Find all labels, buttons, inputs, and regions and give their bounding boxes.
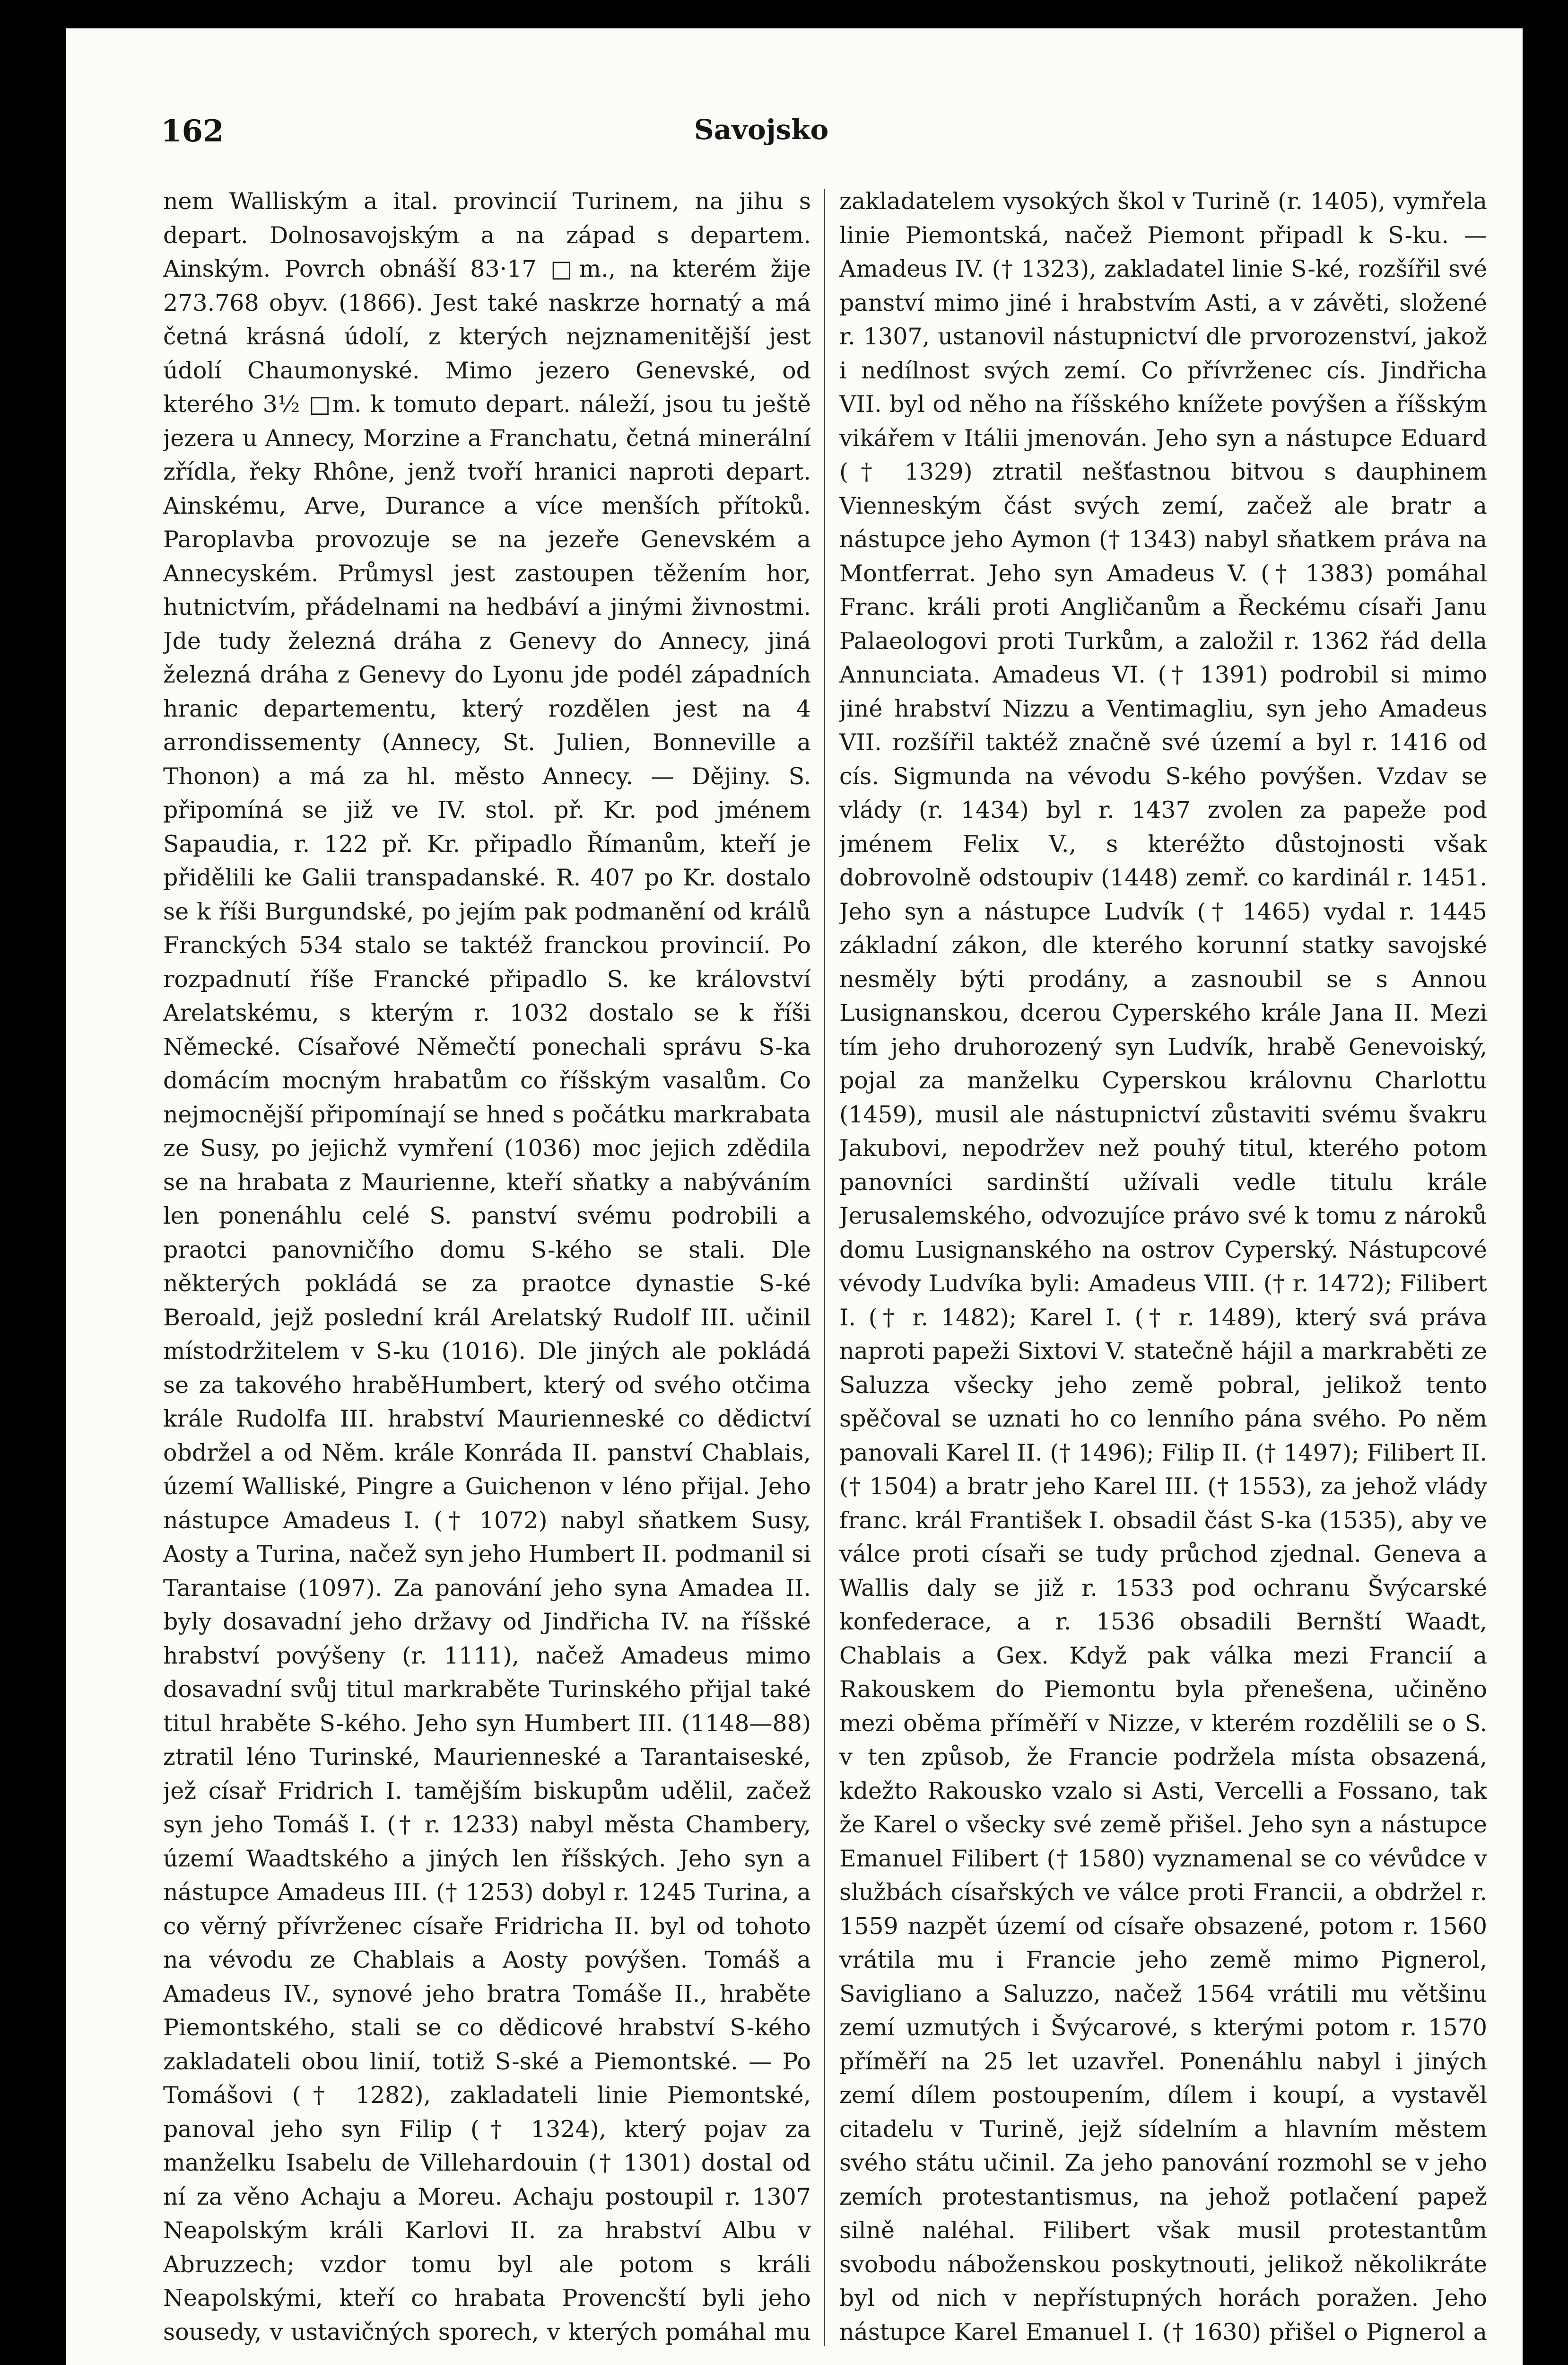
- running-title: Savojsko: [694, 114, 829, 146]
- right-column-text: zakladatelem vysokých škol v Turině (r. 1405), vymřela linie Piemontská, načež Piemont připadl k S-ku. — Amadeus IV. († 1323), zakladatel linie S-ké, rozšířil své panství mimo jiné i hrabstvím Asti, a v závěti, složené r. 1307, ustanovil nástupnictví dle prvorozenství, jakož i nedílnost svých zemí. Co přívrženec cís. Jindřicha VII. byl od něho na říšského knížete povýšen a říšským vikářem v Itálii jmenován. Jeho syn a nástupce Eduard († 1329) ztratil nešťastnou bitvou s dauphinem Vienneským část svých zemí, začež ale bratr a nástupce jeho Aymon († 1343) nabyl sňatkem práva na Montferrat. Jeho syn Amadeus V. († 1383) pomáhal Franc. králi proti Angličanům a Řeckému císaři Janu Palaeologovi proti Turkům, a založil r. 1362 řád della Annunciata. Amadeus VI. († 1391) podrobil si mimo jiné hrabství Nizzu a Ventimagliu, syn jeho Amadeus VII. rozšířil taktéž značně své území a byl r. 1416 od cís. Sigmunda na vévodu S-kého povýšen. Vzdav se vlády (r. 1434) byl r. 1437 zvolen za papeže pod jménem Felix V., s kteréžto důstojnosti však dobrovolně odstoupiv (1448) zemř. co kardinál r. 1451. Jeho syn a nástupce Ludvík († 1465) vydal r. 1445 základní zákon, dle kterého korunní statky savojské nesměly býti prodány, a zasnoubil se s Annou Lusignanskou, dcerou Cyperského krále Jana II. Mezi tím jeho druhorozený syn Ludvík, hrabě Genevoiský, pojal za manželku Cyperskou královnu Charlottu (1459), musil ale nástupnictví zůstaviti svému švakru Jakubovi, nepodržev než pouhý titul, kterého potom panovníci sardinští užívali vedle titulu krále Jerusalemského, odvozujíce právo své k tomu z nároků domu Lusignanského na ostrov Cyperský. Nástupcové vévody Ludvíka byli: Amadeus VIII. († r. 1472); Filibert I. († r. 1482); Karel I. († r. 1489), který svá práva naproti papeži Sixtovi V. statečně hájil a markraběti ze Saluzza všecky jeho země pobral, jelikož tento spěčoval se uznati ho co lenního pána svého. Po něm panovali Karel II. († 1496); Filip II. († 1497); Filibert II. († 1504) a bratr jeho Karel III. († 1553), za jehož vlády franc. král František I. obsadil část S-ka (1535), aby ve válce proti císaři se tudy průchod zjednal. Geneva a Wallis daly se již r. 1533 pod ochranu Švýcarské konfederace, a r. 1536 obsadili Bernští Waadt, Chablais a Gex. Když pak válka mezi Francií a Rakouskem do Piemontu byla přenešena, učiněno mezi oběma příměří v Nizze, v kterém rozdělili se o S. v ten způsob, že Francie podržela místa obsazená, kdežto Rakousko vzalo si Asti, Vercelli a Fossano, tak že Karel o všecky své země přišel. Jeho syn a nástupce Emanuel Filibert († 1580) vyznamenal se co vévůdce v službách císařských ve válce proti Francii, a obdržel r. 1559 nazpět území od císaře obsazené, potom r. 1560 vrátila mu i Francie jeho země mimo Pignerol, Savigliano a Saluzzo, načež 1564 vrátili mu většinu zemí uzmutých i Švýcarové, s kterými potom r. 1570 příměří na 25 let uzavřel. Ponenáhlu nabyl i jiných zemí dílem postoupením, dílem i koupí, a vystavěl citadelu v Turině, jejž sídelním a hlavním městem svého státu učinil. Za jeho panování rozmohl se v jeho zemích protestantismus, na jehož potlačení papež silně naléhal. Filibert však musil protestantům svobodu náboženskou poskytnouti, jelikož několikráte byl od nich v nepřístupných horách poražen. Jeho nástupce Karel Emanuel I. († 1630) přišel o Pignerol a: [839, 188, 1487, 2346]
- page-header: [161, 114, 1485, 175]
- book-page: [66, 28, 1523, 2365]
- left-column-text: nem Walliským a ital. provincií Turinem, na jihu s depart. Dolnosavojským a na západ s departem. Ainským. Povrch obnáší 83·17 □m., na kterém žije 273.768 obyv. (1866). Jest také naskrze hornatý a má četná krásná údolí, z kterých nejznamenitější jest údolí Chaumonyské. Mimo jezero Genevské, od kterého 3½ □m. k tomuto depart. náleží, jsou tu ještě jezera u Annecy, Morzine a Franchatu, četná minerální zřídla, řeky Rhône, jenž tvoří hranici naproti depart. Ainskému, Arve, Durance a více menších přítoků. Paroplavba provozuje se na jezeře Genevském a Annecyském. Průmysl jest zastoupen těžením hor, hutnictvím, přádelnami na hedbáví a jinými živnostmi. Jde tudy železná dráha z Genevy do Annecy, jiná železná dráha z Genevy do Lyonu jde podél západních hranic departementu, který rozdělen jest na 4 arrondissementy (Annecy, St. Julien, Bonneville a Thonon) a má za hl. město Annecy. — Dějiny. S. připomíná se již ve IV. stol. př. Kr. pod jménem Sapaudia, r. 122 př. Kr. připadlo Římanům, kteří je přidělili ke Galii transpadanské. R. 407 po Kr. dostalo se k říši Burgundské, po jejím pak podmanění od králů Franckých 534 stalo se taktéž franckou provincií. Po rozpadnutí říše Francké připadlo S. ke království Arelatskému, s kterým r. 1032 dostalo se k říši Německé. Císařové Němečtí ponechali správu S-ka domácím mocným hrabatům co říšským vasalům. Co nejmocnější připomínají se hned s počátku markrabata ze Susy, po jejichž vymření (1036) moc jejich zdědila se na hrabata z Maurienne, kteří sňatky a nabýváním len ponenáhlu celé S. panství svému podrobili a praotci panovničího domu S-kého se stali. Dle některých pokládá se za praotce dynastie S-ké Beroald, jejž poslední král Arelatský Rudolf III. učinil místodržitelem v S-ku (1016). Dle jiných ale pokládá se za takového hraběHumbert, který od svého otčima krále Rudolfa III. hrabství Maurienneské co dědictví obdržel a od Něm. krále Konráda II. panství Chablais, území Walliské, Pingre a Guichenon v léno přijal. Jeho nástupce Amadeus I. († 1072) nabyl sňatkem Susy, Aosty a Turina, načež syn jeho Humbert II. podmanil si Tarantaise (1097). Za panování jeho syna Amadea II. byly dosavadní jeho državy od Jindřicha IV. na říšské hrabství povýšeny (r. 1111), načež Amadeus mimo dosavadní svůj titul markraběte Turinského přijal také titul hraběte S-kého. Jeho syn Humbert III. (1148—88) ztratil léno Turinské, Maurienneské a Tarantaiseské, jež císař Fridrich I. tamějším biskupům udělil, začež syn jeho Tomáš I. († r. 1233) nabyl města Chambery, území Waadtského a jiných len říšských. Jeho syn a nástupce Amadeus III. († 1253) dobyl r. 1245 Turina, a co věrný přívrženec císaře Fridricha II. byl od tohoto na vévodu ze Chablais a Aosty povýšen. Tomáš a Amadeus IV., synové jeho bratra Tomáše II., hraběte Piemontského, stali se co dědicové hrabství S-kého zakladateli obou linií, totiž S-ské a Piemontské. — Po Tomášovi († 1282), zakladateli linie Piemontské, panoval jeho syn Filip († 1324), který pojav za manželku Isabelu de Villehardouin († 1301) dostal od ní za věno Achaju a Moreu. Achaju postoupil r. 1307 Neapolským králi Karlovi II. za hrabství Albu v Abruzzech; vzdor tomu byl ale potom s králi Neapolskými, kteří co hrabata Provencští byli jeho sousedy, v ustavičných sporech, v kterých pomáhal mu: [163, 188, 811, 2346]
- text-column-right: [839, 184, 1487, 2351]
- column-divider: [824, 189, 825, 2346]
- text-column-left: [163, 184, 811, 2351]
- page-number: 162: [161, 114, 224, 149]
